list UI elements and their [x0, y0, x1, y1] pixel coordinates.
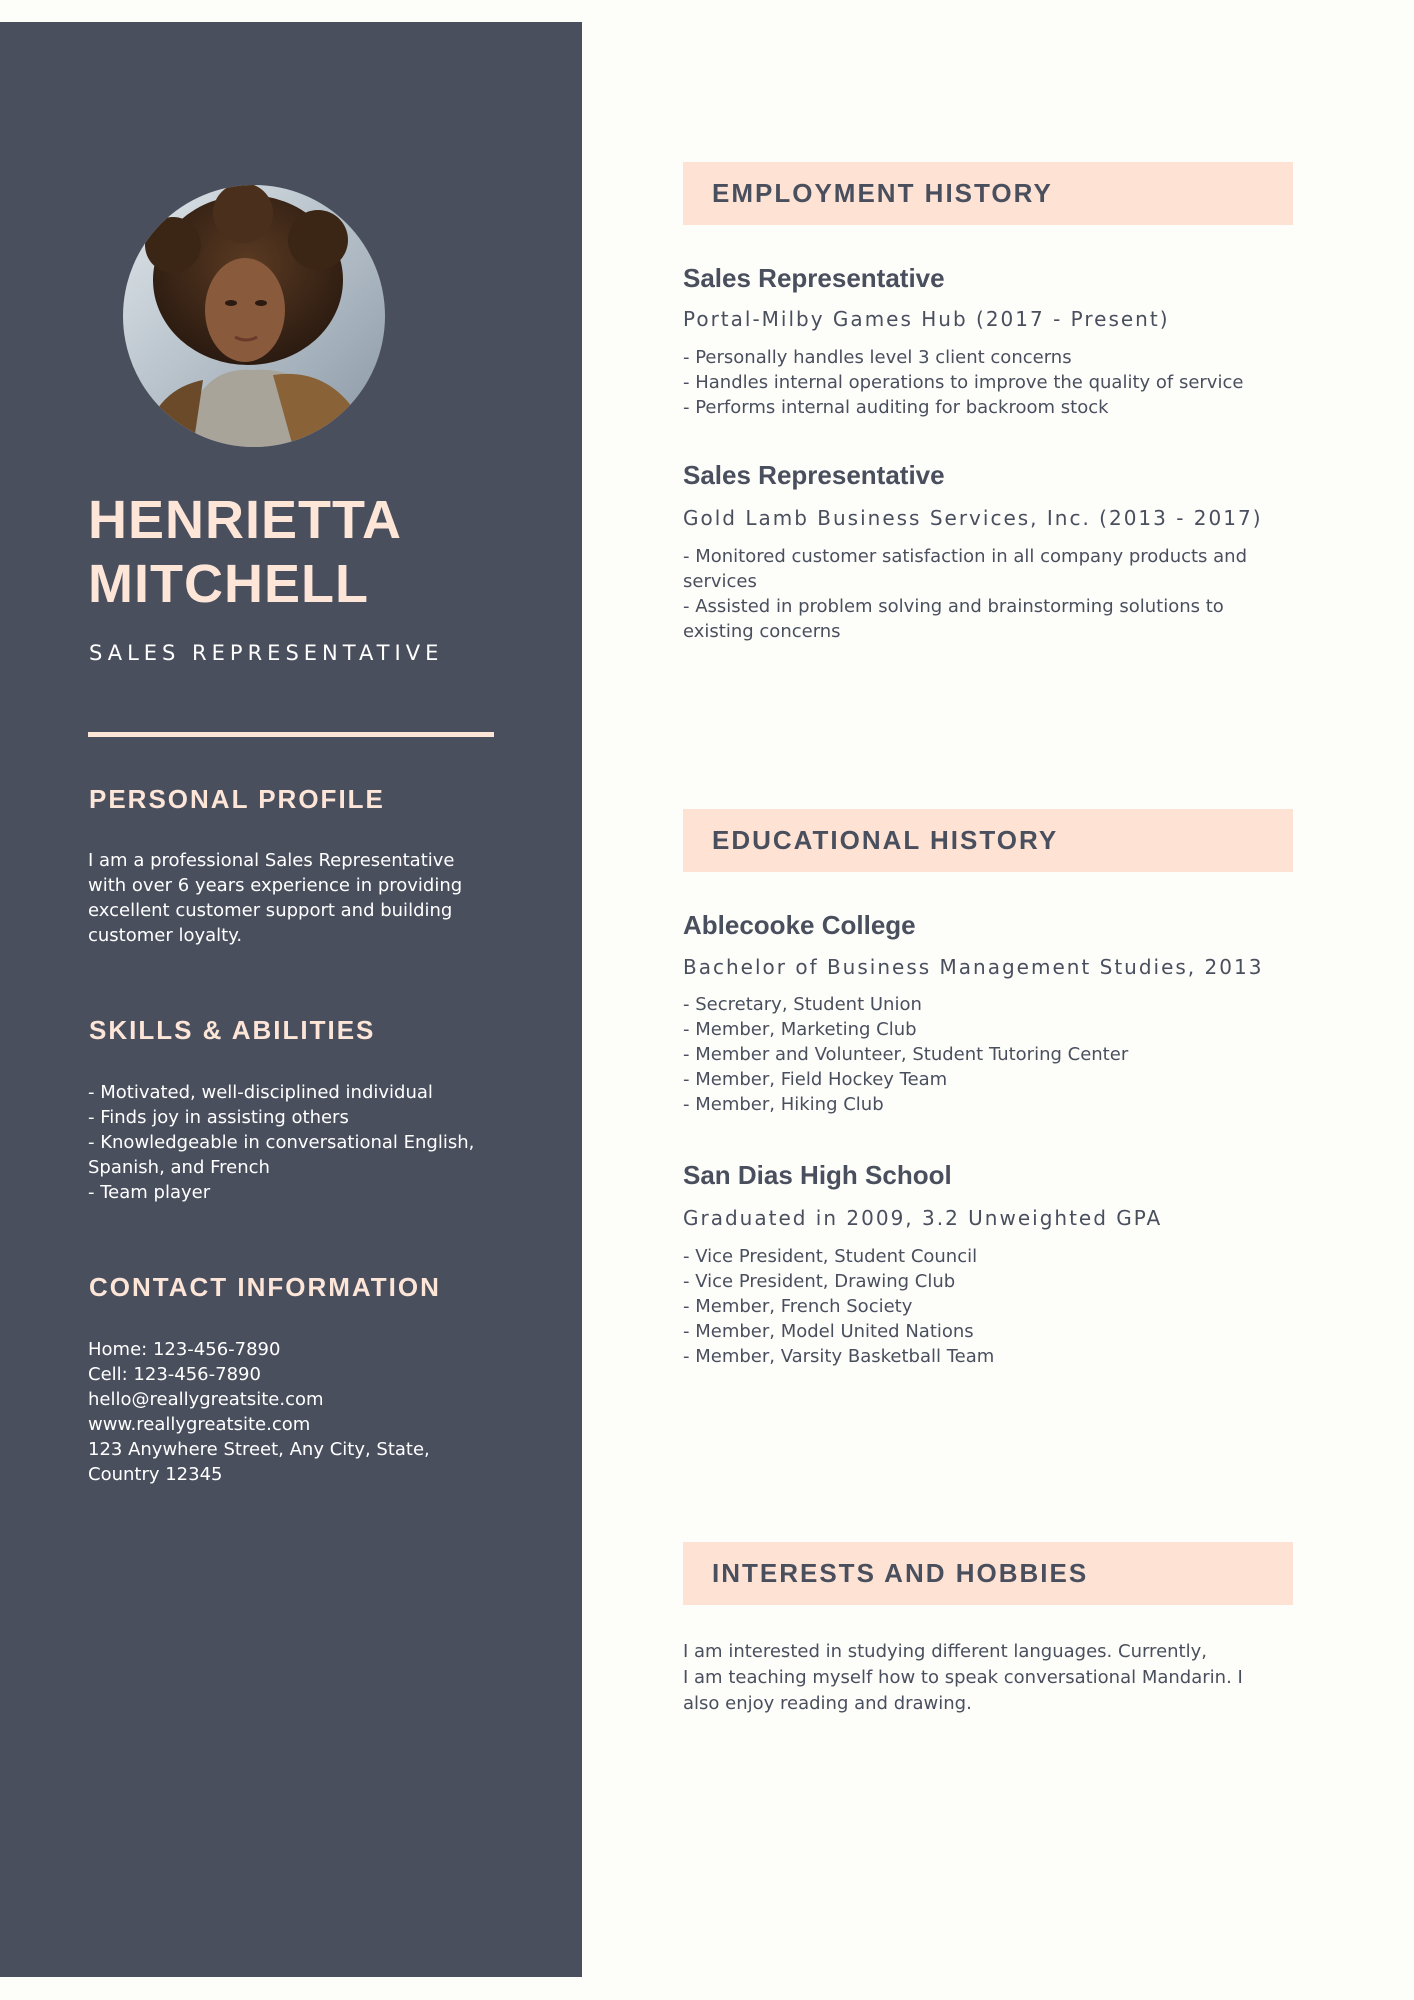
school-bullet: - Member, Varsity Basketball Team [683, 1346, 995, 1367]
profile-heading: PERSONAL PROFILE [89, 784, 385, 814]
sidebar [0, 22, 582, 1977]
skill-item: Spanish, and French [88, 1157, 270, 1178]
interests-line: I am teaching myself how to speak conversational Mandarin. I [683, 1667, 1243, 1688]
job-bullets [683, 544, 1293, 644]
school-bullet: - Member, Field Hockey Team [683, 1069, 948, 1090]
interests-text [683, 1639, 1303, 1717]
skills-heading: SKILLS & ABILITIES [89, 1015, 376, 1045]
job-bullet: - Assisted in problem solving and brainstorming solutions to [683, 596, 1224, 617]
contact-cell: Cell: 123-456-7890 [88, 1364, 261, 1385]
job-company: Portal-Milby Games Hub (2017 - Present) [683, 307, 1170, 331]
school-bullet: - Member, Marketing Club [683, 1019, 917, 1040]
interests-header [683, 1542, 1293, 1605]
job-bullet: - Monitored customer satisfaction in all company products and [683, 546, 1248, 567]
school-detail: Graduated in 2009, 3.2 Unweighted GPA [683, 1206, 1163, 1230]
interests-heading: INTERESTS AND HOBBIES [712, 1558, 1089, 1588]
interests-line: also enjoy reading and drawing. [683, 1693, 972, 1714]
school-bullet: - Member, Hiking Club [683, 1094, 884, 1115]
skill-item: - Team player [88, 1182, 211, 1203]
skill-item: - Finds joy in assisting others [88, 1107, 349, 1128]
employment-header [683, 162, 1293, 225]
skills-list [88, 1080, 528, 1205]
job-bullet: - Handles internal operations to improve the quality of service [683, 372, 1244, 393]
education-header [683, 809, 1293, 872]
profile-line: excellent customer support and building [88, 900, 453, 921]
contact-website[interactable]: www.reallygreatsite.com [88, 1414, 311, 1435]
last-name: MITCHELL [88, 554, 369, 614]
profile-photo [123, 185, 385, 447]
school-bullet: - Secretary, Student Union [683, 994, 922, 1015]
profile-text [88, 848, 528, 948]
contact-address: 123 Anywhere Street, Any City, State, [88, 1439, 430, 1460]
job-bullet: - Personally handles level 3 client concerns [683, 347, 1072, 368]
contact-address-line2: Country 12345 [88, 1464, 223, 1485]
job-role: SALES REPRESENTATIVE [89, 641, 444, 665]
school-bullet: - Vice President, Student Council [683, 1246, 978, 1267]
school-bullet: - Member, Model United Nations [683, 1321, 974, 1342]
skill-item: - Knowledgeable in conversational English, [88, 1132, 475, 1153]
school-detail: Bachelor of Business Management Studies, 2013 [683, 955, 1264, 979]
skill-item: - Motivated, well-disciplined individual [88, 1082, 433, 1103]
profile-line: I am a professional Sales Representative [88, 850, 455, 871]
school-name: San Dias High School [683, 1160, 952, 1190]
school-bullets [683, 992, 1293, 1117]
job-bullet: - Performs internal auditing for backroom stock [683, 397, 1109, 418]
job-title: Sales Representative [683, 263, 945, 293]
profile-line: with over 6 years experience in providing [88, 875, 463, 896]
job-company: Gold Lamb Business Services, Inc. (2013 - 2017) [683, 506, 1263, 530]
divider [88, 732, 494, 737]
job-title: Sales Representative [683, 460, 945, 490]
job-bullet: existing concerns [683, 621, 841, 642]
contact-email[interactable]: hello@reallygreatsite.com [88, 1389, 324, 1410]
contact-home: Home: 123-456-7890 [88, 1339, 281, 1360]
school-name: Ablecooke College [683, 910, 916, 940]
education-heading: EDUCATIONAL HISTORY [712, 825, 1059, 855]
job-bullets [683, 345, 1293, 420]
job-bullet: services [683, 571, 757, 592]
school-bullets [683, 1244, 1293, 1369]
first-name: HENRIETTA [88, 490, 402, 550]
employment-heading: EMPLOYMENT HISTORY [712, 178, 1053, 208]
contact-heading: CONTACT INFORMATION [89, 1272, 441, 1302]
full-name [88, 488, 558, 616]
interests-line: I am interested in studying different languages. Currently, [683, 1641, 1207, 1662]
school-bullet: - Vice President, Drawing Club [683, 1271, 956, 1292]
school-bullet: - Member and Volunteer, Student Tutoring Center [683, 1044, 1129, 1065]
contact-list [88, 1337, 528, 1487]
profile-line: customer loyalty. [88, 925, 243, 946]
school-bullet: - Member, French Society [683, 1296, 913, 1317]
